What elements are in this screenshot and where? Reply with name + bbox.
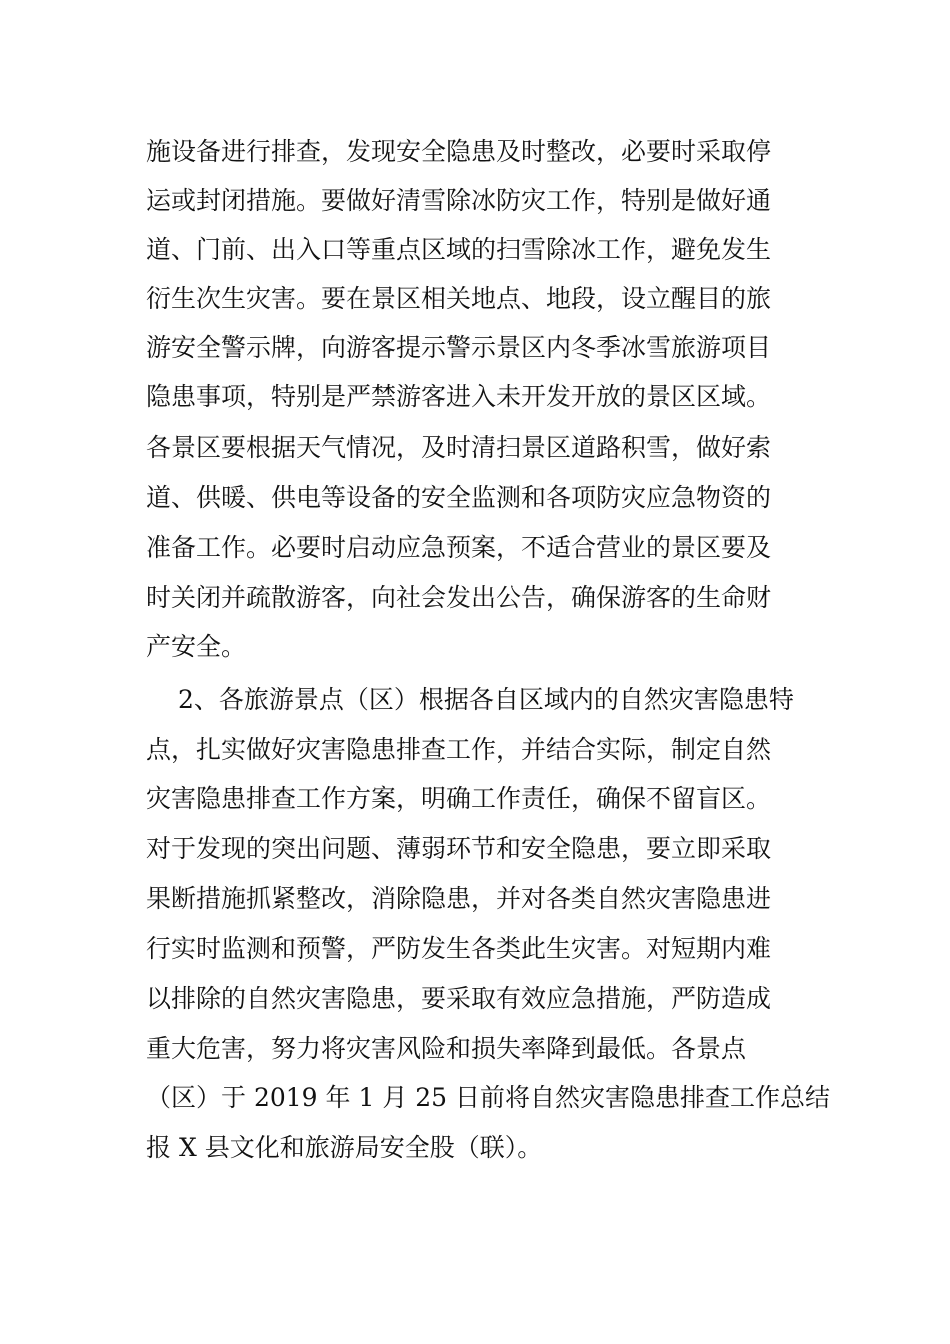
paragraph-line: 报 X 县文化和旅游局安全股（联）。: [146, 1133, 543, 1162]
paragraph-line: 2、各旅游景点（区）根据各自区域内的自然灾害隐患特: [178, 685, 794, 714]
paragraph-line: 准备工作。必要时启动应急预案，不适合营业的景区要及: [146, 533, 772, 562]
paragraph-line: 施设备进行排查，发现安全隐患及时整改，必要时采取停: [146, 137, 772, 166]
paragraph-line: 游安全警示牌，向游客提示警示景区内冬季冰雪旅游项目: [146, 333, 772, 362]
paragraph-line: 灾害隐患排查工作方案，明确工作责任，确保不留盲区。: [146, 784, 772, 813]
paragraph-line: 道、门前、出入口等重点区域的扫雪除冰工作，避免发生: [146, 235, 772, 264]
paragraph-line: 隐患事项，特别是严禁游客进入未开发开放的景区区域。: [146, 382, 772, 411]
paragraph-line: 运或封闭措施。要做好清雪除冰防灾工作，特别是做好通: [146, 186, 772, 215]
paragraph-line: 产安全。: [146, 632, 247, 661]
paragraph-line: 重大危害，努力将灾害风险和损失率降到最低。各景点: [146, 1034, 747, 1063]
paragraph-line: 衍生次生灾害。要在景区相关地点、地段，设立醒目的旅: [146, 284, 772, 313]
paragraph-line: （区）于 2019 年 1 月 25 日前将自然灾害隐患排查工作总结: [146, 1083, 831, 1112]
paragraph-line: 以排除的自然灾害隐患，要采取有效应急措施，严防造成: [146, 984, 772, 1013]
paragraph-line: 时关闭并疏散游客，向社会发出公告，确保游客的生命财: [146, 583, 772, 612]
paragraph-line: 各景区要根据天气情况，及时清扫景区道路积雪，做好索: [146, 433, 772, 462]
paragraph-line: 点，扎实做好灾害隐患排查工作，并结合实际，制定自然: [146, 735, 772, 764]
paragraph-line: 果断措施抓紧整改，消除隐患，并对各类自然灾害隐患进: [146, 884, 772, 913]
paragraph-line: 对于发现的突出问题、薄弱环节和安全隐患，要立即采取: [146, 834, 772, 863]
paragraph-line: 道、供暖、供电等设备的安全监测和各项防灾应急物资的: [146, 483, 772, 512]
paragraph-line: 行实时监测和预警，严防发生各类此生灾害。对短期内难: [146, 934, 772, 963]
